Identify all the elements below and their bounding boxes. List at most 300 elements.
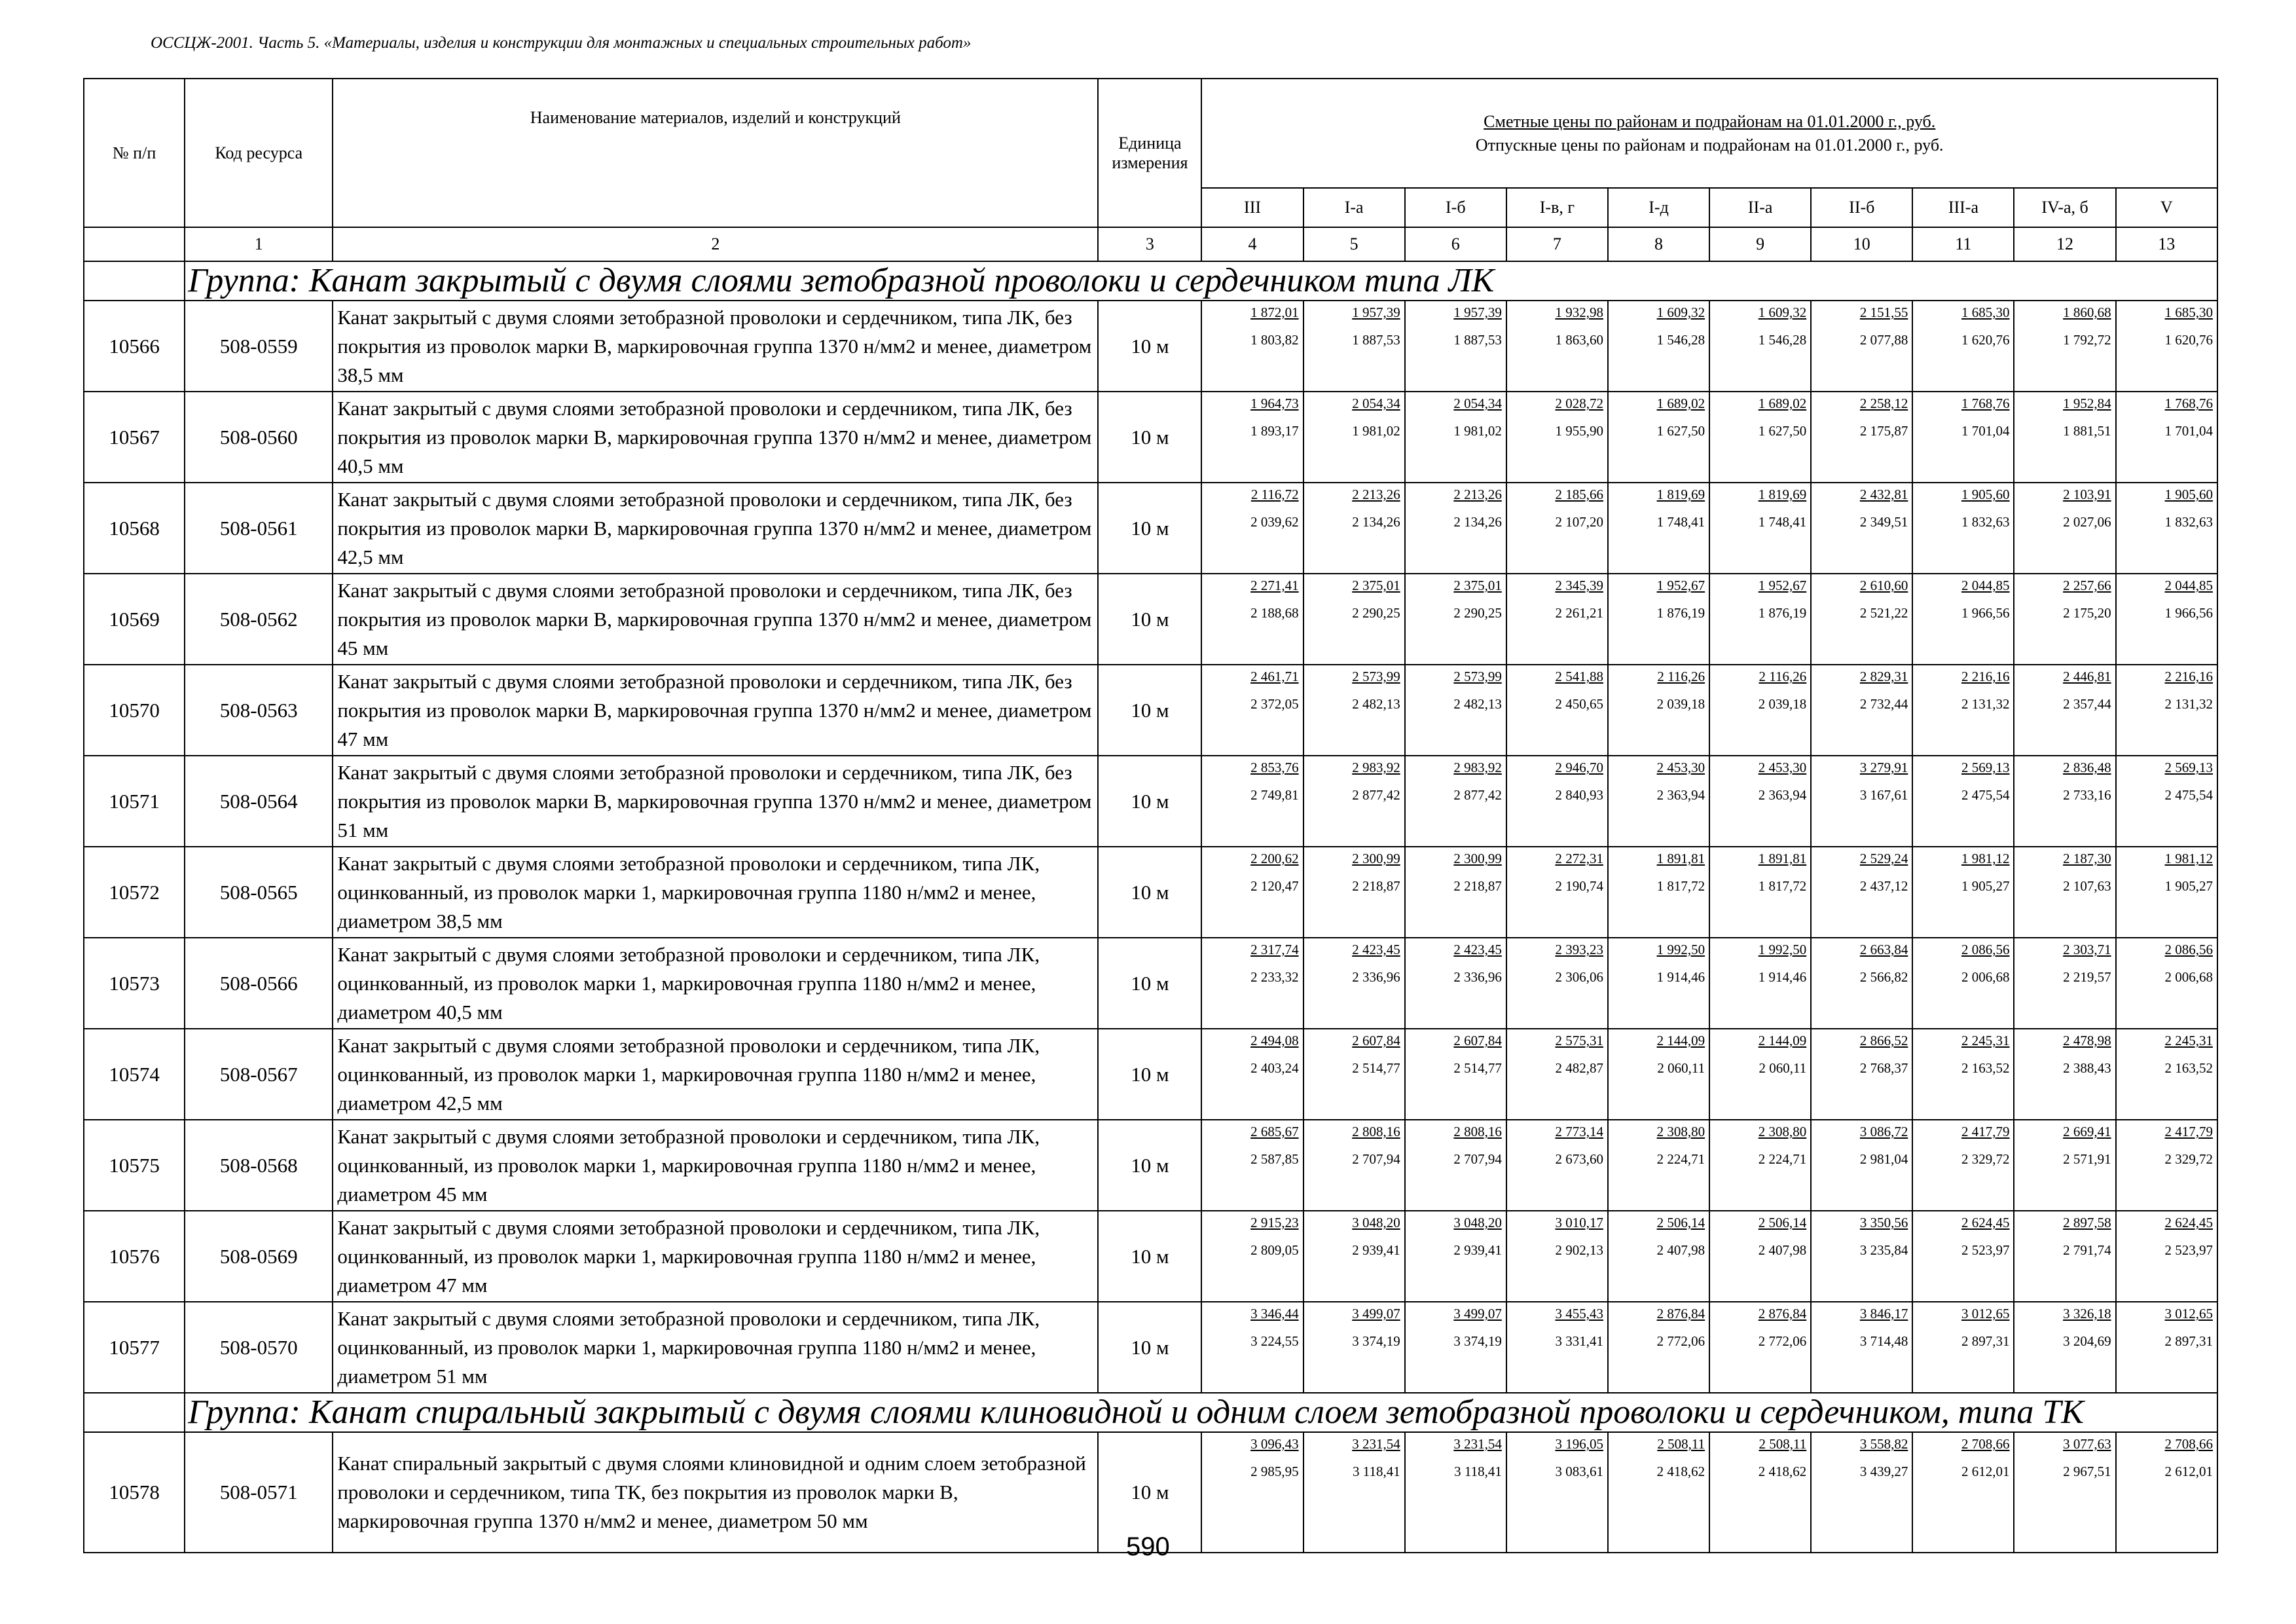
estimated-price: 2 303,71 xyxy=(2063,942,2111,957)
price-cell xyxy=(2116,574,2217,665)
release-price: 2 336,96 xyxy=(1352,969,1400,985)
price-cell xyxy=(2116,756,2217,847)
release-price: 1 748,41 xyxy=(1656,514,1705,530)
estimated-price: 2 915,23 xyxy=(1250,1215,1299,1230)
estimated-price: 2 983,92 xyxy=(1352,760,1400,775)
estimated-price: 3 499,07 xyxy=(1352,1306,1400,1321)
price-cell xyxy=(1709,847,1811,938)
estimated-price: 3 326,18 xyxy=(2063,1306,2111,1321)
price-cell xyxy=(1201,392,1303,483)
price-cell xyxy=(1303,1432,1405,1553)
estimated-price: 1 905,60 xyxy=(1961,487,2010,502)
release-price: 2 482,13 xyxy=(1453,696,1502,712)
price-cell xyxy=(2014,665,2115,756)
price-cell xyxy=(1506,665,1608,756)
table-row xyxy=(84,483,2217,574)
price-cell xyxy=(1506,847,1608,938)
price-cell xyxy=(1811,301,1912,392)
table-row xyxy=(84,847,2217,938)
release-price: 2 077,88 xyxy=(1859,332,1908,348)
estimated-price: 2 708,66 xyxy=(2164,1436,2213,1452)
estimated-price: 3 455,43 xyxy=(1555,1306,1603,1321)
price-cell xyxy=(1709,1029,1811,1120)
estimated-price: 2 151,55 xyxy=(1859,304,1908,320)
resource-code-cell: 508-0568 xyxy=(185,1120,333,1211)
column-number: 5 xyxy=(1303,227,1405,261)
release-price: 2 707,94 xyxy=(1453,1151,1502,1167)
release-price: 2 039,18 xyxy=(1656,696,1705,712)
estimated-price: 2 624,45 xyxy=(2164,1215,2213,1230)
price-cell xyxy=(1811,938,1912,1029)
region-header: I-д xyxy=(1608,188,1709,227)
group-title: Группа: Канат закрытый с двумя слоями зетобразной проволоки и сердечником типа ЛК xyxy=(185,261,2217,301)
estimated-price: 2 044,85 xyxy=(2164,578,2213,593)
release-price: 2 523,97 xyxy=(1961,1242,2010,1258)
estimated-price: 2 708,66 xyxy=(1961,1436,2010,1452)
release-price: 1 701,04 xyxy=(2164,423,2213,439)
price-cell xyxy=(1811,1432,1912,1553)
column-number: 9 xyxy=(1709,227,1811,261)
estimated-price: 1 952,84 xyxy=(2063,396,2111,411)
price-cell xyxy=(1912,938,2014,1029)
page-number: 590 xyxy=(1126,1532,1170,1561)
release-price: 1 620,76 xyxy=(2164,332,2213,348)
price-cell xyxy=(1303,1302,1405,1393)
price-cell xyxy=(1709,574,1811,665)
price-cell xyxy=(1303,1029,1405,1120)
resource-code-cell: 508-0566 xyxy=(185,938,333,1029)
table-row xyxy=(84,1029,2217,1120)
release-price: 1 876,19 xyxy=(1758,605,1807,621)
price-cell xyxy=(1709,483,1811,574)
release-price: 2 437,12 xyxy=(1859,878,1908,894)
estimated-price: 2 423,45 xyxy=(1352,942,1400,957)
column-number: 6 xyxy=(1405,227,1506,261)
estimated-price: 2 946,70 xyxy=(1555,760,1603,775)
estimated-price: 2 624,45 xyxy=(1961,1215,2010,1230)
price-cell xyxy=(1405,1120,1506,1211)
release-price: 1 817,72 xyxy=(1758,878,1807,894)
estimated-price: 2 375,01 xyxy=(1352,578,1400,593)
price-cell xyxy=(1811,1211,1912,1302)
release-price: 2 902,13 xyxy=(1555,1242,1603,1258)
release-price: 2 768,37 xyxy=(1859,1060,1908,1076)
price-cell xyxy=(2116,1302,2217,1393)
price-cell xyxy=(1709,1302,1811,1393)
region-header: I-б xyxy=(1405,188,1506,227)
estimated-price: 1 609,32 xyxy=(1656,304,1705,320)
column-number: 7 xyxy=(1506,227,1608,261)
estimated-price: 1 992,50 xyxy=(1656,942,1705,957)
estimated-price: 2 300,99 xyxy=(1352,851,1400,866)
price-cell xyxy=(1303,392,1405,483)
price-cell xyxy=(1506,1029,1608,1120)
estimated-price: 3 346,44 xyxy=(1250,1306,1299,1321)
estimated-price: 2 573,99 xyxy=(1453,669,1502,684)
price-cell xyxy=(2116,847,2217,938)
estimated-price: 2 983,92 xyxy=(1453,760,1502,775)
estimated-price: 1 860,68 xyxy=(2063,304,2111,320)
estimated-price: 2 245,31 xyxy=(2164,1033,2213,1048)
release-price: 2 772,06 xyxy=(1656,1333,1705,1349)
price-cell xyxy=(2116,1432,2217,1553)
estimated-price: 2 216,16 xyxy=(2164,669,2213,684)
price-cell xyxy=(1912,301,2014,392)
estimated-price: 2 423,45 xyxy=(1453,942,1502,957)
estimated-price: 3 096,43 xyxy=(1250,1436,1299,1452)
resource-code-cell: 508-0560 xyxy=(185,392,333,483)
price-cell xyxy=(1709,1120,1811,1211)
price-cell xyxy=(1608,483,1709,574)
release-price: 2 403,24 xyxy=(1250,1060,1299,1076)
estimated-price: 1 819,69 xyxy=(1656,487,1705,502)
release-price: 3 167,61 xyxy=(1859,787,1908,803)
row-id-cell: 10574 xyxy=(84,1029,185,1120)
release-price: 2 571,91 xyxy=(2063,1151,2111,1167)
estimated-price: 2 054,34 xyxy=(1352,396,1400,411)
price-cell xyxy=(1405,301,1506,392)
price-cell xyxy=(1912,756,2014,847)
estimated-price: 2 393,23 xyxy=(1555,942,1603,957)
release-price: 2 163,52 xyxy=(1961,1060,2010,1076)
release-price: 3 374,19 xyxy=(1453,1333,1502,1349)
price-cell xyxy=(1506,938,1608,1029)
estimated-price: 1 609,32 xyxy=(1758,304,1807,320)
estimated-price: 2 853,76 xyxy=(1250,760,1299,775)
release-price: 1 627,50 xyxy=(1758,423,1807,439)
price-cell xyxy=(1506,756,1608,847)
release-price: 3 118,41 xyxy=(1352,1464,1400,1479)
column-header-name: Наименование материалов, изделий и конструкций xyxy=(333,79,1098,227)
estimated-price: 2 569,13 xyxy=(2164,760,2213,775)
estimated-price: 3 231,54 xyxy=(1453,1436,1502,1452)
release-price: 2 006,68 xyxy=(2164,969,2213,985)
release-price: 2 134,26 xyxy=(1352,514,1400,530)
estimated-price: 3 048,20 xyxy=(1453,1215,1502,1230)
price-cell xyxy=(1303,665,1405,756)
release-price: 1 792,72 xyxy=(2063,332,2111,348)
column-header-code: Код ресурса xyxy=(185,79,333,227)
table-row xyxy=(84,301,2217,392)
group-row-blank xyxy=(84,1393,185,1432)
release-price: 2 897,31 xyxy=(2164,1333,2213,1349)
price-cell xyxy=(1608,392,1709,483)
price-cell xyxy=(1811,756,1912,847)
price-cell xyxy=(1912,574,2014,665)
row-id-cell: 10570 xyxy=(84,665,185,756)
price-cell xyxy=(1709,1432,1811,1553)
release-price: 2 877,42 xyxy=(1453,787,1502,803)
estimated-price: 1 964,73 xyxy=(1250,396,1299,411)
estimated-price: 2 529,24 xyxy=(1859,851,1908,866)
release-price: 1 966,56 xyxy=(2164,605,2213,621)
estimated-price: 2 453,30 xyxy=(1758,760,1807,775)
price-title-estimated: Сметные цены по районам и подрайонам на 01.01.2000 г., руб. xyxy=(1484,111,1936,131)
estimated-price: 2 116,72 xyxy=(1250,487,1299,502)
row-id-cell: 10577 xyxy=(84,1302,185,1393)
material-name-cell: Канат закрытый с двумя слоями зетобразной проволоки и сердечником, типа ЛК, оцинкованный, из проволок марки 1, маркировочная группа 1180 н/мм2 и менее, диаметром 42,5 мм xyxy=(333,1029,1098,1120)
estimated-price: 1 891,81 xyxy=(1656,851,1705,866)
price-cell xyxy=(1303,847,1405,938)
release-price: 2 967,51 xyxy=(2063,1464,2111,1479)
price-cell xyxy=(2014,847,2115,938)
price-cell xyxy=(1811,847,1912,938)
estimated-price: 2 829,31 xyxy=(1859,669,1908,684)
estimated-price: 1 819,69 xyxy=(1758,487,1807,502)
region-header: IV-а, б xyxy=(2014,188,2115,227)
estimated-price: 2 569,13 xyxy=(1961,760,2010,775)
release-price: 1 627,50 xyxy=(1656,423,1705,439)
price-cell xyxy=(1303,1120,1405,1211)
price-cell xyxy=(1506,574,1608,665)
price-cell xyxy=(1506,392,1608,483)
column-number: 13 xyxy=(2116,227,2217,261)
estimated-price: 3 048,20 xyxy=(1352,1215,1400,1230)
price-title-release: Отпускные цены по районам и подрайонам на 01.01.2000 г., руб. xyxy=(1475,135,1944,155)
estimated-price: 2 808,16 xyxy=(1453,1124,1502,1139)
estimated-price: 1 992,50 xyxy=(1758,942,1807,957)
release-price: 2 673,60 xyxy=(1555,1151,1603,1167)
estimated-price: 2 086,56 xyxy=(2164,942,2213,957)
unit-cell: 10 м xyxy=(1098,938,1201,1029)
column-number: 2 xyxy=(333,227,1098,261)
estimated-price: 2 044,85 xyxy=(1961,578,2010,593)
price-cell xyxy=(1912,1120,2014,1211)
price-cell xyxy=(1709,1211,1811,1302)
table-row xyxy=(84,1120,2217,1211)
estimated-price: 2 116,26 xyxy=(1657,669,1705,684)
price-cell xyxy=(1201,1029,1303,1120)
release-price: 2 107,63 xyxy=(2063,878,2111,894)
material-name-cell: Канат закрытый с двумя слоями зетобразной проволоки и сердечником, типа ЛК, без покрытия из проволок марки В, маркировочная группа 1370 н/мм2 и менее, диаметром 38,5 мм xyxy=(333,301,1098,392)
release-price: 1 914,46 xyxy=(1758,969,1807,985)
price-cell xyxy=(1303,756,1405,847)
release-price: 2 039,62 xyxy=(1250,514,1299,530)
unit-cell: 10 м xyxy=(1098,1211,1201,1302)
column-header-id: № п/п xyxy=(84,79,185,227)
price-cell xyxy=(1608,665,1709,756)
estimated-price: 2 257,66 xyxy=(2063,578,2111,593)
price-cell xyxy=(2116,665,2217,756)
group-row xyxy=(84,261,2217,301)
release-price: 1 832,63 xyxy=(1961,514,2010,530)
estimated-price: 1 689,02 xyxy=(1758,396,1807,411)
estimated-price: 2 453,30 xyxy=(1656,760,1705,775)
group-title: Группа: Канат спиральный закрытый с двумя слоями клиновидной и одним слоем зетобразной проволоки и сердечником, типа ТК xyxy=(185,1393,2217,1432)
release-price: 2 840,93 xyxy=(1555,787,1603,803)
release-price: 2 134,26 xyxy=(1453,514,1502,530)
price-table xyxy=(83,78,2218,1553)
price-cell xyxy=(1506,1120,1608,1211)
price-cell xyxy=(2014,1120,2115,1211)
table-header xyxy=(84,79,2217,227)
release-price: 1 701,04 xyxy=(1961,423,2010,439)
release-price: 2 482,87 xyxy=(1555,1060,1603,1076)
region-header: II-а xyxy=(1709,188,1811,227)
price-cell xyxy=(1506,301,1608,392)
price-cell xyxy=(2116,301,2217,392)
price-cell xyxy=(1201,665,1303,756)
release-price: 2 939,41 xyxy=(1352,1242,1400,1258)
region-header: II-б xyxy=(1811,188,1912,227)
release-price: 2 877,42 xyxy=(1352,787,1400,803)
estimated-price: 3 012,65 xyxy=(2164,1306,2213,1321)
material-name-cell: Канат закрытый с двумя слоями зетобразной проволоки и сердечником, типа ЛК, без покрытия из проволок марки В, маркировочная группа 1370 н/мм2 и менее, диаметром 45 мм xyxy=(333,574,1098,665)
release-price: 2 612,01 xyxy=(2164,1464,2213,1479)
estimated-price: 1 685,30 xyxy=(1961,304,2010,320)
estimated-price: 2 506,14 xyxy=(1758,1215,1807,1230)
estimated-price: 2 200,62 xyxy=(1250,851,1299,866)
estimated-price: 2 573,99 xyxy=(1352,669,1400,684)
price-cell xyxy=(1506,1302,1608,1393)
price-cell xyxy=(2014,574,2115,665)
estimated-price: 2 607,84 xyxy=(1352,1033,1400,1048)
estimated-price: 2 607,84 xyxy=(1453,1033,1502,1048)
resource-code-cell: 508-0570 xyxy=(185,1302,333,1393)
estimated-price: 2 446,81 xyxy=(2063,669,2111,684)
price-cell xyxy=(1303,1211,1405,1302)
release-price: 1 887,53 xyxy=(1352,332,1400,348)
table-row xyxy=(84,574,2217,665)
estimated-price: 1 685,30 xyxy=(2164,304,2213,320)
release-price: 1 966,56 xyxy=(1961,605,2010,621)
column-number-blank xyxy=(84,227,185,261)
material-name-cell: Канат закрытый с двумя слоями зетобразной проволоки и сердечником, типа ЛК, без покрытия из проволок марки В, маркировочная группа 1370 н/мм2 и менее, диаметром 51 мм xyxy=(333,756,1098,847)
price-cell xyxy=(2014,301,2115,392)
estimated-price: 2 116,26 xyxy=(1758,669,1807,684)
release-price: 2 219,57 xyxy=(2063,969,2111,985)
price-cell xyxy=(2116,392,2217,483)
release-price: 2 224,71 xyxy=(1656,1151,1705,1167)
unit-cell: 10 м xyxy=(1098,665,1201,756)
estimated-price: 1 891,81 xyxy=(1758,851,1807,866)
price-cell xyxy=(2014,392,2115,483)
material-name-cell: Канат закрытый с двумя слоями зетобразной проволоки и сердечником, типа ЛК, оцинкованный, из проволок марки 1, маркировочная группа 1180 н/мм2 и менее, диаметром 40,5 мм xyxy=(333,938,1098,1029)
estimated-price: 2 494,08 xyxy=(1250,1033,1299,1048)
price-cell xyxy=(2014,1211,2115,1302)
estimated-price: 2 216,16 xyxy=(1961,669,2010,684)
estimated-price: 2 375,01 xyxy=(1453,578,1502,593)
release-price: 3 714,48 xyxy=(1859,1333,1908,1349)
release-price: 2 388,43 xyxy=(2063,1060,2111,1076)
material-name-cell: Канат закрытый с двумя слоями зетобразной проволоки и сердечником, типа ЛК, оцинкованный, из проволок марки 1, маркировочная группа 1180 н/мм2 и менее, диаметром 45 мм xyxy=(333,1120,1098,1211)
price-cell xyxy=(1608,1029,1709,1120)
estimated-price: 1 872,01 xyxy=(1250,304,1299,320)
price-cell xyxy=(1608,1120,1709,1211)
estimated-price: 2 897,58 xyxy=(2063,1215,2111,1230)
material-name-cell: Канат закрытый с двумя слоями зетобразной проволоки и сердечником, типа ЛК, оцинкованный, из проволок марки 1, маркировочная группа 1180 н/мм2 и менее, диаметром 51 мм xyxy=(333,1302,1098,1393)
price-cell xyxy=(1506,483,1608,574)
price-cell xyxy=(1405,938,1506,1029)
resource-code-cell: 508-0562 xyxy=(185,574,333,665)
release-price: 2 233,32 xyxy=(1250,969,1299,985)
release-price: 1 955,90 xyxy=(1555,423,1603,439)
group-row xyxy=(84,1393,2217,1432)
table-row xyxy=(84,1211,2217,1302)
estimated-price: 2 866,52 xyxy=(1859,1033,1908,1048)
price-cell xyxy=(1811,1029,1912,1120)
price-cell xyxy=(1405,665,1506,756)
price-cell xyxy=(1912,1211,2014,1302)
release-price: 2 190,74 xyxy=(1555,878,1603,894)
unit-cell: 10 м xyxy=(1098,847,1201,938)
estimated-price: 2 773,14 xyxy=(1555,1124,1603,1139)
resource-code-cell: 508-0565 xyxy=(185,847,333,938)
material-name-cell: Канат закрытый с двумя слоями зетобразной проволоки и сердечником, типа ЛК, оцинкованный, из проволок марки 1, маркировочная группа 1180 н/мм2 и менее, диаметром 47 мм xyxy=(333,1211,1098,1302)
estimated-price: 2 245,31 xyxy=(1961,1033,2010,1048)
price-cell xyxy=(1912,665,2014,756)
estimated-price: 2 417,79 xyxy=(2164,1124,2213,1139)
price-cell xyxy=(1201,756,1303,847)
release-price: 2 939,41 xyxy=(1453,1242,1502,1258)
release-price: 2 363,94 xyxy=(1656,787,1705,803)
estimated-price: 2 506,14 xyxy=(1656,1215,1705,1230)
release-price: 2 306,06 xyxy=(1555,969,1603,985)
table-row xyxy=(84,756,2217,847)
price-cell xyxy=(1709,392,1811,483)
price-cell xyxy=(1405,847,1506,938)
resource-code-cell: 508-0564 xyxy=(185,756,333,847)
estimated-price: 2 103,91 xyxy=(2063,487,2111,502)
estimated-price: 2 508,11 xyxy=(1657,1436,1705,1452)
estimated-price: 2 308,80 xyxy=(1758,1124,1807,1139)
estimated-price: 3 846,17 xyxy=(1859,1306,1908,1321)
release-price: 2 027,06 xyxy=(2063,514,2111,530)
price-cell xyxy=(1912,392,2014,483)
release-price: 1 817,72 xyxy=(1656,878,1705,894)
price-cell xyxy=(1201,1302,1303,1393)
release-price: 3 118,41 xyxy=(1454,1464,1502,1479)
price-cell xyxy=(1811,483,1912,574)
column-number: 12 xyxy=(2014,227,2115,261)
release-price: 1 905,27 xyxy=(2164,878,2213,894)
price-cell xyxy=(1608,938,1709,1029)
price-cell xyxy=(2116,1211,2217,1302)
price-cell xyxy=(1303,574,1405,665)
unit-cell: 10 м xyxy=(1098,1029,1201,1120)
price-cell xyxy=(1506,1432,1608,1553)
release-price: 2 329,72 xyxy=(2164,1151,2213,1167)
release-price: 2 372,05 xyxy=(1250,696,1299,712)
estimated-price: 2 685,67 xyxy=(1250,1124,1299,1139)
estimated-price: 1 768,76 xyxy=(2164,396,2213,411)
price-cell xyxy=(1912,1432,2014,1553)
price-cell xyxy=(2014,1302,2115,1393)
estimated-price: 1 952,67 xyxy=(1656,578,1705,593)
row-id-cell: 10567 xyxy=(84,392,185,483)
price-cell xyxy=(1405,1029,1506,1120)
release-price: 2 349,51 xyxy=(1859,514,1908,530)
price-cell xyxy=(1201,1432,1303,1553)
table-body xyxy=(84,227,2217,1553)
release-price: 2 981,04 xyxy=(1859,1151,1908,1167)
price-cell xyxy=(2014,1432,2115,1553)
region-header: V xyxy=(2116,188,2217,227)
row-id-cell: 10568 xyxy=(84,483,185,574)
estimated-price: 2 185,66 xyxy=(1555,487,1603,502)
price-cell xyxy=(1405,1432,1506,1553)
estimated-price: 1 981,12 xyxy=(2164,851,2213,866)
release-price: 2 985,95 xyxy=(1250,1464,1299,1479)
estimated-price: 1 952,67 xyxy=(1758,578,1807,593)
price-cell xyxy=(1201,1211,1303,1302)
estimated-price: 2 345,39 xyxy=(1555,578,1603,593)
release-price: 1 620,76 xyxy=(1961,332,2010,348)
release-price: 2 060,11 xyxy=(1758,1060,1807,1076)
release-price: 2 612,01 xyxy=(1961,1464,2010,1479)
release-price: 1 863,60 xyxy=(1555,332,1603,348)
price-cell xyxy=(1608,1302,1709,1393)
